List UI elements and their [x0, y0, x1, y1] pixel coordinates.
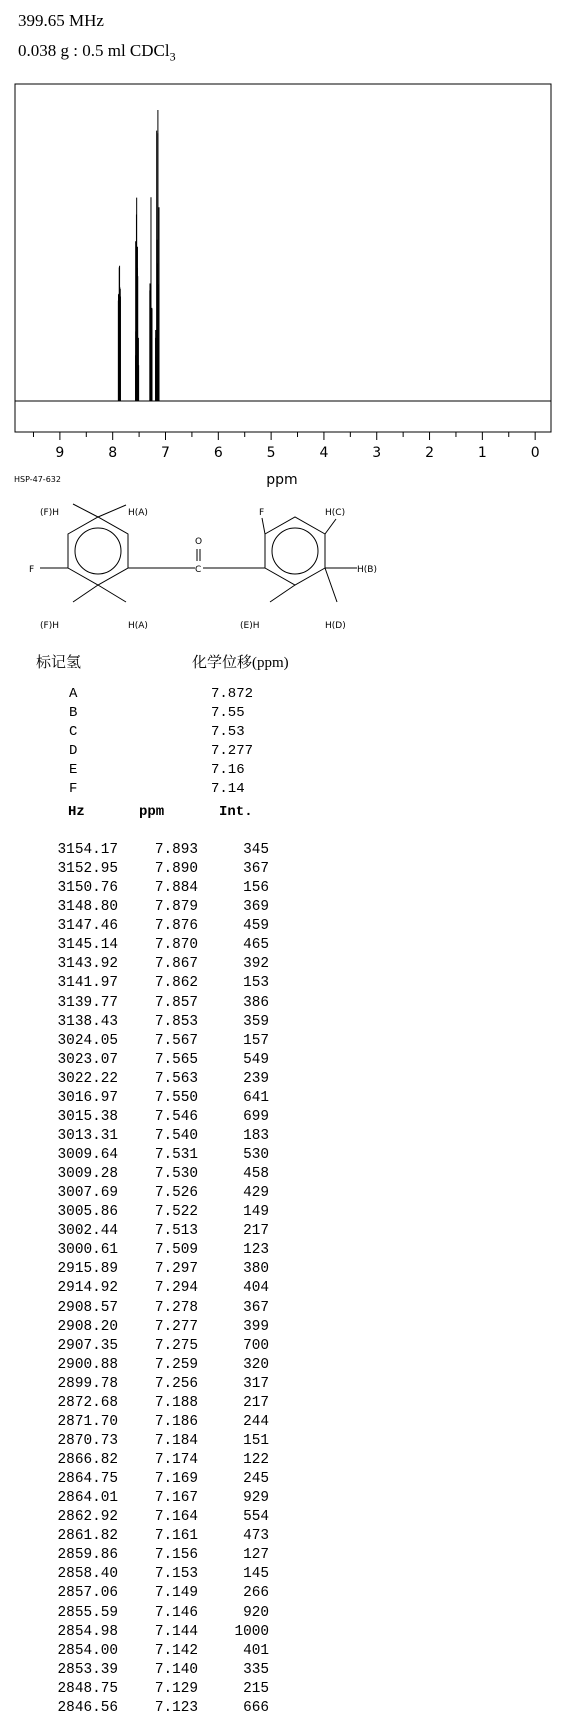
bond-left-bottom: [73, 585, 98, 602]
spectrum-code: HSP-47-632: [14, 475, 61, 484]
peak-ppm: 7.513: [154, 1223, 198, 1240]
peak-intensity: 1000: [234, 1623, 269, 1640]
right-ring-circle: [272, 528, 318, 574]
peak-hz: 3145.14: [57, 937, 118, 954]
peak-ppm: 7.876: [154, 918, 198, 935]
frequency-label: 399.65 MHz: [18, 11, 104, 30]
peak-ppm: 7.161: [154, 1528, 198, 1545]
x-tick-label: 6: [213, 445, 223, 461]
peak-ppm: 7.297: [154, 1261, 198, 1278]
peak-hz: 2899.78: [57, 1375, 118, 1392]
left-ring: [68, 517, 128, 585]
peak-hz: 3154.17: [57, 842, 118, 858]
peak-ppm: 7.275: [154, 1337, 198, 1354]
assignment-label: B: [69, 705, 78, 721]
peak-ppm: 7.509: [154, 1242, 198, 1259]
peak-ppm: 7.142: [154, 1642, 198, 1659]
peak-hz: 3143.92: [57, 956, 118, 973]
peak-ppm: 7.879: [154, 899, 198, 916]
peak-intensity: 380: [243, 1261, 269, 1278]
peak-intensity: 215: [243, 1680, 269, 1697]
assignment-shift: 7.16: [211, 762, 245, 778]
peak-hz: 3150.76: [57, 880, 118, 897]
peak-ppm: 7.188: [154, 1394, 198, 1411]
peak-intensity: 549: [243, 1051, 269, 1068]
label-left-ha-top: H(A): [128, 508, 148, 518]
assignment-shift: 7.277: [211, 743, 254, 759]
peak-ppm: 7.853: [154, 1013, 198, 1030]
peak-hz: 3016.97: [57, 1089, 118, 1106]
peak-intensity: 666: [243, 1699, 269, 1716]
label-carbon: C: [195, 565, 202, 575]
peak-hz: 2872.68: [57, 1394, 118, 1411]
x-axis-label: ppm: [266, 472, 298, 488]
label-right-f: F: [259, 508, 265, 518]
peak-intensity: 244: [243, 1413, 269, 1430]
label-left-f: F: [29, 565, 35, 575]
peak-hz: 3148.80: [57, 899, 118, 916]
peak-hz: 3009.64: [57, 1147, 118, 1163]
peak-intensity: 217: [243, 1394, 269, 1411]
assignment-shift: 7.14: [211, 781, 245, 797]
peak-hz: 2908.20: [57, 1318, 118, 1335]
peak-hz: 2854.00: [57, 1642, 118, 1659]
peak-ppm: 7.140: [154, 1661, 198, 1678]
bond-left-topright: [98, 505, 126, 517]
peak-intensity: 320: [243, 1356, 269, 1373]
peak-col-ppm: ppm: [139, 804, 165, 820]
assignment-label: A: [69, 686, 78, 702]
peak-ppm: 7.259: [154, 1356, 198, 1373]
peak-hz: 2866.82: [57, 1452, 118, 1468]
peak-hz: 2907.35: [57, 1337, 118, 1354]
peak-intensity: 459: [243, 918, 269, 935]
x-tick-label: 4: [319, 445, 329, 461]
bond-left-top: [73, 504, 98, 517]
peak-ppm: 7.174: [154, 1452, 198, 1468]
peak-hz: 2854.98: [57, 1623, 118, 1640]
peak-ppm: 7.531: [154, 1147, 198, 1163]
assignment-shift: 7.53: [211, 724, 245, 740]
peak-ppm: 7.870: [154, 937, 198, 954]
peak-ppm: 7.169: [154, 1471, 198, 1488]
peak-intensity: 335: [243, 1661, 269, 1678]
peak-hz: 2857.06: [57, 1585, 118, 1602]
assignment-label: C: [69, 724, 78, 740]
label-left-fh-top: (F)H: [40, 508, 59, 518]
peak-ppm: 7.857: [154, 994, 198, 1011]
peak-intensity: 183: [243, 1127, 269, 1144]
peak-intensity: 399: [243, 1318, 269, 1335]
peak-hz: 2914.92: [57, 1280, 118, 1297]
assignment-col-shift: 化学位移(ppm): [192, 655, 289, 671]
peak-hz: 2864.75: [57, 1471, 118, 1488]
peak-intensity: 458: [243, 1166, 269, 1183]
assignment-shift: 7.872: [211, 686, 254, 702]
peak-ppm: 7.884: [154, 880, 198, 897]
peak-ppm: 7.129: [154, 1680, 198, 1697]
label-right-hd: H(D): [325, 621, 346, 631]
label-right-eh: (E)H: [240, 621, 260, 631]
peak-hz: 3002.44: [57, 1223, 118, 1240]
peak-hz: 3139.77: [57, 994, 118, 1011]
peak-intensity: 156: [243, 880, 269, 897]
bond-left-bottomright: [98, 585, 126, 602]
peak-col-int: Int.: [219, 804, 253, 820]
peak-ppm: 7.153: [154, 1566, 198, 1583]
peak-ppm: 7.184: [154, 1432, 198, 1449]
bond-right-f: [262, 518, 265, 534]
label-left-ha-bottom: H(A): [128, 621, 148, 631]
x-tick-label: 5: [266, 445, 276, 461]
peak-ppm: 7.123: [154, 1699, 198, 1716]
peak-intensity: 465: [243, 937, 269, 954]
x-tick-label: 9: [55, 445, 65, 461]
peak-intensity: 367: [243, 1299, 269, 1316]
peak-hz: 2846.56: [57, 1699, 118, 1716]
peak-ppm: 7.277: [154, 1318, 198, 1335]
x-tick-label: 0: [530, 445, 540, 461]
peak-hz: 3147.46: [57, 918, 118, 935]
label-left-fh-bottom: (F)H: [40, 621, 59, 631]
x-tick-label: 1: [477, 445, 487, 461]
peak-hz: 3013.31: [57, 1127, 118, 1144]
peak-hz: 2908.57: [57, 1299, 118, 1316]
x-tick-label: 2: [425, 445, 435, 461]
peak-hz: 3023.07: [57, 1051, 118, 1068]
assignment-label: D: [69, 743, 78, 759]
peak-intensity: 699: [243, 1108, 269, 1125]
sample-main: 0.038 g : 0.5 ml CDCl: [18, 41, 170, 60]
peak-intensity: 369: [243, 899, 269, 916]
peak-intensity: 149: [243, 1204, 269, 1221]
peak-intensity: 920: [243, 1604, 269, 1621]
peak-intensity: 473: [243, 1528, 269, 1545]
peak-hz: 3022.22: [57, 1070, 118, 1087]
peak-hz: 2864.01: [57, 1490, 118, 1507]
peak-hz: 2853.39: [57, 1661, 118, 1678]
peak-hz: 3009.28: [57, 1166, 118, 1183]
peak-intensity: 554: [243, 1509, 269, 1526]
peak-hz: 3015.38: [57, 1108, 118, 1125]
peak-intensity: 345: [243, 842, 269, 858]
peak-intensity: 145: [243, 1566, 269, 1583]
benzophenone-structure: [0, 0, 570, 650]
peak-intensity: 401: [243, 1642, 269, 1659]
peak-hz: 2900.88: [57, 1356, 118, 1373]
peak-hz: 2915.89: [57, 1261, 118, 1278]
peak-intensity: 359: [243, 1013, 269, 1030]
peak-intensity: 127: [243, 1547, 269, 1564]
peak-intensity: 700: [243, 1337, 269, 1354]
peak-hz: 3000.61: [57, 1242, 118, 1259]
peak-hz: 2862.92: [57, 1509, 118, 1526]
peak-intensity: 157: [243, 1032, 269, 1049]
peak-hz: 2855.59: [57, 1604, 118, 1621]
peak-hz: 2859.86: [57, 1547, 118, 1564]
right-ring: [265, 517, 325, 585]
peak-ppm: 7.164: [154, 1509, 198, 1526]
peak-hz: 3141.97: [57, 975, 118, 992]
peak-intensity: 530: [243, 1147, 269, 1163]
assignment-label: E: [69, 762, 78, 778]
peak-intensity: 367: [243, 861, 269, 878]
peak-ppm: 7.526: [154, 1185, 198, 1202]
peak-ppm: 7.563: [154, 1070, 198, 1087]
peak-ppm: 7.550: [154, 1089, 198, 1106]
peak-col-hz: Hz: [68, 804, 85, 820]
peak-hz: 2871.70: [57, 1413, 118, 1430]
peak-ppm: 7.156: [154, 1547, 198, 1564]
peak-intensity: 386: [243, 994, 269, 1011]
peak-ppm: 7.278: [154, 1299, 198, 1316]
x-tick-label: 3: [372, 445, 382, 461]
label-oxygen: O: [195, 537, 203, 547]
peak-ppm: 7.893: [154, 842, 198, 858]
peak-ppm: 7.186: [154, 1413, 198, 1430]
peak-intensity: 404: [243, 1280, 269, 1297]
bond-right-e: [270, 585, 295, 602]
peak-hz: 3138.43: [57, 1013, 118, 1030]
peak-hz: 3005.86: [57, 1204, 118, 1221]
x-tick-label: 7: [161, 445, 170, 461]
left-ring-circle: [75, 528, 121, 574]
peak-intensity: 641: [243, 1089, 269, 1106]
x-tick-label: 8: [108, 445, 118, 461]
peak-hz: 2870.73: [57, 1432, 118, 1449]
label-right-hc: H(C): [325, 508, 346, 518]
peak-intensity: 266: [243, 1585, 269, 1602]
bond-right-c: [325, 519, 336, 534]
peak-intensity: 245: [243, 1471, 269, 1488]
peak-intensity: 122: [243, 1452, 269, 1468]
peak-ppm: 7.167: [154, 1490, 198, 1507]
peak-ppm: 7.862: [154, 975, 198, 992]
peak-ppm: 7.567: [154, 1032, 198, 1049]
peak-ppm: 7.146: [154, 1604, 198, 1621]
peak-ppm: 7.256: [154, 1375, 198, 1392]
peak-intensity: 929: [243, 1490, 269, 1507]
peak-hz: 3152.95: [57, 861, 118, 878]
peak-intensity: 317: [243, 1375, 269, 1392]
peak-ppm: 7.565: [154, 1051, 198, 1068]
peak-ppm: 7.144: [154, 1623, 198, 1640]
peak-hz: 2848.75: [57, 1680, 118, 1697]
peak-hz: 3024.05: [57, 1032, 118, 1049]
peak-ppm: 7.522: [154, 1204, 198, 1221]
peak-intensity: 239: [243, 1070, 269, 1087]
assignment-label: F: [69, 781, 78, 797]
bond-right-d: [325, 568, 337, 602]
assignment-shift: 7.55: [211, 705, 245, 721]
peak-ppm: 7.890: [154, 861, 198, 878]
peak-hz: 3007.69: [57, 1185, 118, 1202]
peak-ppm: 7.867: [154, 956, 198, 973]
assignment-col-label: 标记氢: [36, 655, 82, 671]
label-right-hb: H(B): [357, 565, 377, 575]
peak-intensity: 429: [243, 1185, 269, 1202]
peak-ppm: 7.149: [154, 1585, 198, 1602]
peak-ppm: 7.546: [154, 1108, 198, 1125]
peak-ppm: 7.530: [154, 1166, 198, 1183]
peak-intensity: 123: [243, 1242, 269, 1259]
peak-intensity: 153: [243, 975, 269, 992]
peak-intensity: 217: [243, 1223, 269, 1240]
sample-subscript: 3: [169, 49, 176, 64]
peak-intensity: 392: [243, 956, 269, 973]
peak-hz: 2861.82: [57, 1528, 118, 1545]
peak-ppm: 7.540: [154, 1127, 198, 1144]
peak-ppm: 7.294: [154, 1280, 198, 1297]
peak-intensity: 151: [243, 1432, 269, 1449]
peak-hz: 2858.40: [57, 1566, 118, 1583]
